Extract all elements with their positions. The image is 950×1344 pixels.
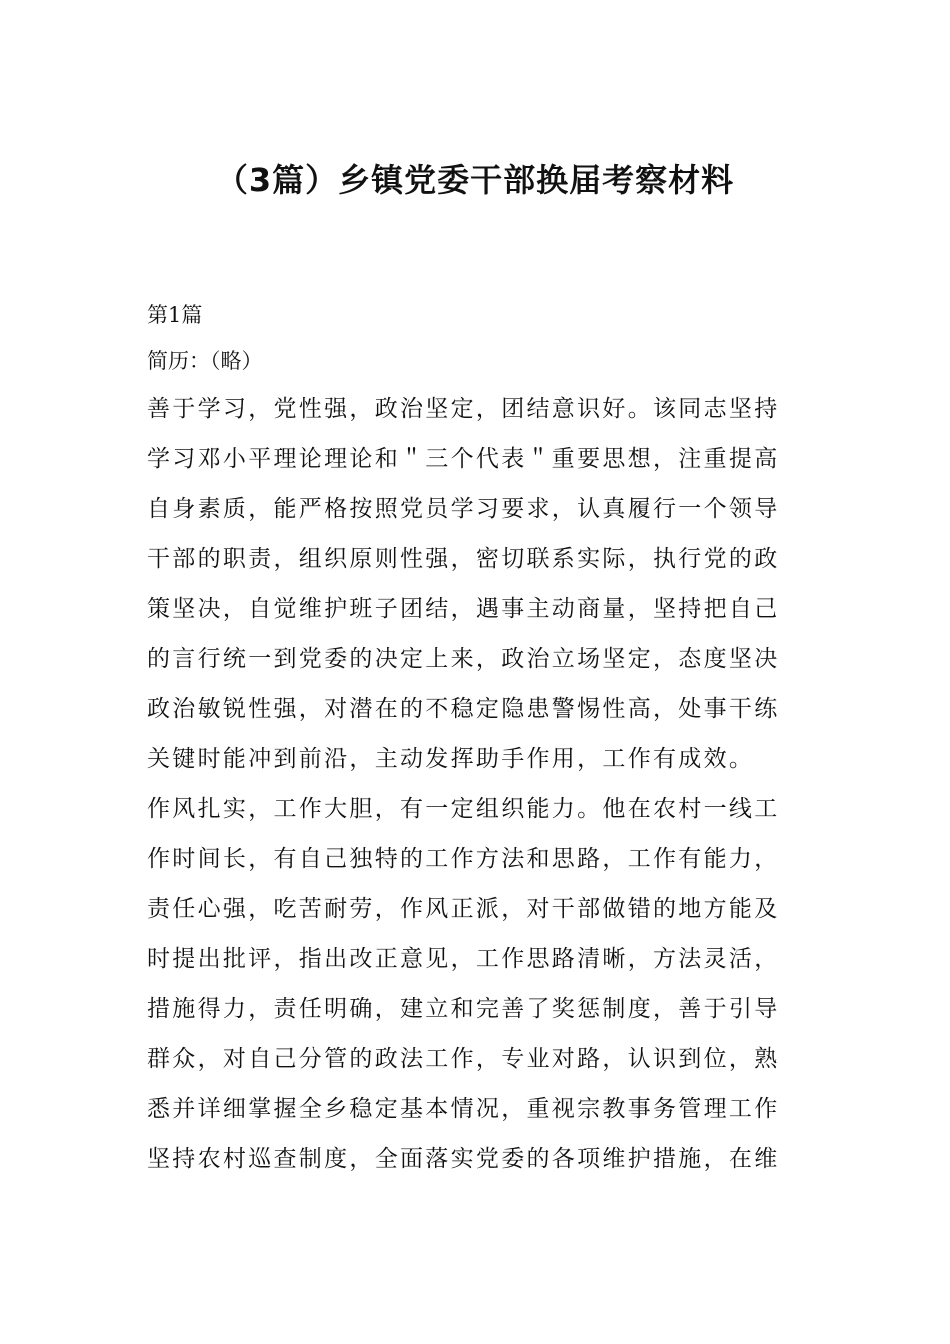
text-line: 学习邓小平理论理论和＂三个代表＂重要思想，注重提高: [147, 446, 780, 472]
text-line: 自身素质，能严格按照党员学习要求，认真履行一个领导: [147, 496, 780, 522]
text-line: 群众，对自己分管的政法工作，专业对路，认识到位，熟: [147, 1046, 780, 1072]
paragraph-2: [147, 784, 807, 1184]
text-line: 关键时能冲到前沿，主动发挥助手作用，工作有成效。: [147, 746, 755, 772]
text-line: 的言行统一到党委的决定上来，政治立场坚定，态度坚决: [147, 646, 780, 672]
text-line: 作时间长，有自己独特的工作方法和思路，工作有能力，: [147, 846, 780, 872]
text-line: 悉并详细掌握全乡稳定基本情况，重视宗教事务管理工作: [147, 1096, 780, 1122]
text-line: 时提出批评，指出改正意见，工作思路清晰，方法灵活，: [147, 946, 780, 972]
section-heading: 第1篇: [147, 303, 203, 327]
text-line: 责任心强，吃苦耐劳，作风正派，对干部做错的地方能及: [147, 896, 780, 922]
document-body: [147, 292, 807, 1184]
text-line: 措施得力，责任明确，建立和完善了奖惩制度，善于引导: [147, 996, 780, 1022]
text-line: 坚持农村巡查制度，全面落实党委的各项维护措施，在维: [147, 1146, 780, 1172]
document-title: （3篇）乡镇党委干部换届考察材料: [215, 161, 735, 199]
paragraph-1: [147, 384, 807, 784]
text-line: 干部的职责，组织原则性强，密切联系实际，执行党的政: [147, 546, 780, 572]
text-line: 策坚决，自觉维护班子团结，遇事主动商量，坚持把自己: [147, 596, 780, 622]
resume-label: 简历：（略）: [147, 349, 263, 373]
text-line: 政治敏锐性强，对潜在的不稳定隐患警惕性高，处事干练: [147, 696, 780, 722]
text-line: 作风扎实，工作大胆，有一定组织能力。他在农村一线工: [147, 796, 780, 822]
text-line: 善于学习，党性强，政治坚定，团结意识好。该同志坚持: [147, 396, 780, 422]
